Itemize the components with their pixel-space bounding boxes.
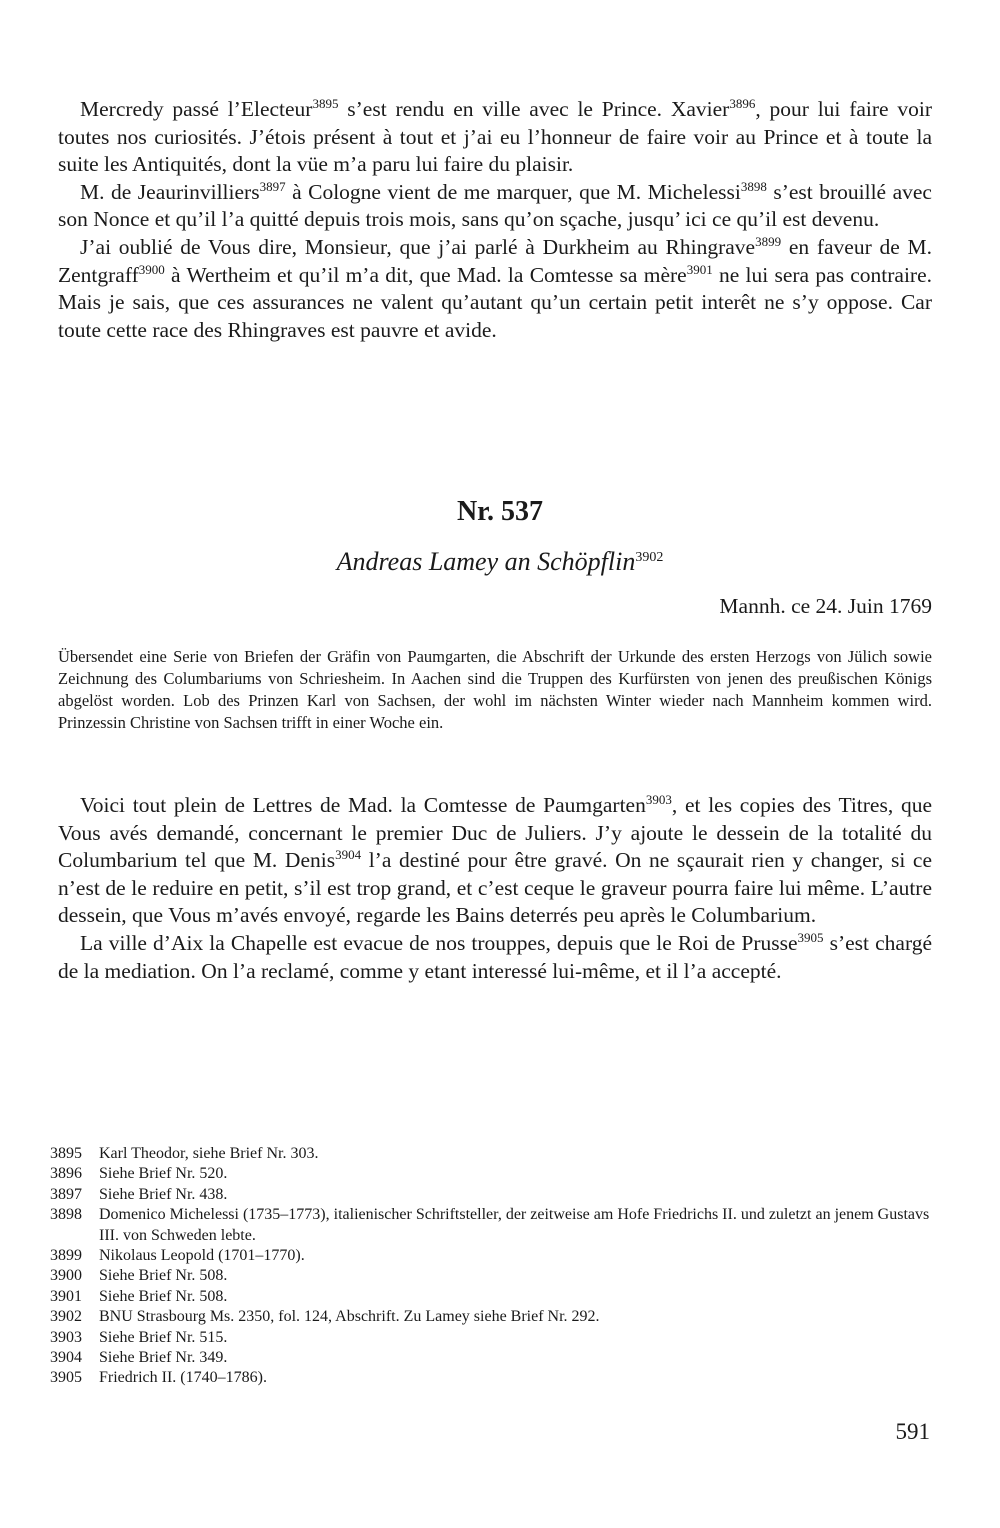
paragraph [58,96,932,179]
text-run: J’ai oublié de Vous dire, Monsieur, que j’ai parlé à Durkheim au Rhingrave [80,234,756,259]
text-run: à Cologne vient de me marquer, que M. Michelessi [285,179,741,204]
text-run: en faveur de M. Zentgraff [58,234,932,287]
footnote [50,1328,934,1348]
footnote [50,1287,934,1307]
text-run: , et les copies des Titres, que Vous avés demandé, concernant le premier Duc de Juliers. J’y ajoute le dessein de la totalité du Columbarium tel que M. Denis [58,793,932,873]
text-run: , pour lui faire voir toutes nos curiosités. J’étois présent à tout et j’ai eu l’honneur de faire voir au Prince et à toute la suite les Antiquités, dont la vüe m’a paru lui faire du plaisir. [58,97,932,177]
footnote-number: 3905 [50,1369,82,1387]
footnote-text: Siehe Brief Nr. 520. [99,1165,228,1183]
letter-date: Mannh. ce 24. Juin 1769 [719,594,932,618]
footnote-ref: 3895 [312,96,339,111]
footnote-text: Friedrich II. (1740–1786). [99,1369,267,1387]
footnotes [50,1144,934,1389]
text-run: ne lui sera pas contraire. Mais je sais, que ces assurances ne valent qu’autant qu’un certain petit interêt ne s’y oppose. Car toute cette race des Rhingraves est pauvre et avide. [58,262,933,342]
footnote-text: Siehe Brief Nr. 515. [99,1328,228,1346]
footnote-ref: 3904 [335,847,362,863]
text-run: M. de Jeaurinvilliers [80,179,260,204]
page-number: 591 [895,1419,930,1444]
footnote [50,1307,934,1327]
text-run: La ville d’Aix la Chapelle est evacue de nos trouppes, depuis que le Roi de Prusse [80,930,798,955]
footnote [50,1185,934,1205]
footnote-text: Domenico Michelessi (1735–1773), italienischer Schriftsteller, der zeitweise am Hofe Friedrichs II. und zuletzt an jenem Gustavs III. von Schweden lebte. [99,1206,930,1244]
footnote [50,1348,934,1368]
footnote-number: 3897 [50,1185,82,1203]
footnote [50,1144,934,1164]
footnote-number: 3899 [50,1247,82,1265]
footnote-ref: 3901 [686,261,713,277]
text-run: à Wertheim et qu’il m’a dit, que Mad. la Comtesse sa mère [164,262,687,287]
footnote-number: 3901 [50,1287,82,1305]
footnote-text: BNU Strasbourg Ms. 2350, fol. 124, Abschrift. Zu Lamey siehe Brief Nr. 292. [99,1308,600,1326]
letter-summary: Übersendet eine Serie von Briefen der Gräfin von Paumgarten, die Abschrift der Urkunde des ersten Herzogs von Jülich sowie Zeichnung des Columbariums von Schriesheim. In Aachen sind die Truppen des Kurfürsten von jenen des preußischen Königs abgelöst worden. Lob des Prinzen Karl von Sachsen, der wohl im nächsten Winter wieder nach Mannheim kommen wird. Prinzessin Christine von Sachsen trifft in einer Woche ein. [58,647,932,732]
text-run: Voici tout plein de Lettres de Mad. la Comtesse de Paumgarten [80,793,646,817]
footnote-number: 3898 [50,1206,82,1224]
footnote-text: Siehe Brief Nr. 508. [99,1267,228,1285]
footnote [50,1164,934,1184]
footnote-ref: 3899 [755,233,782,249]
footnote-number: 3904 [50,1349,82,1367]
footnote-ref: 3900 [138,261,165,277]
paragraph [58,792,932,930]
letter-number: Nr. 537 [456,496,544,527]
text-run: Mercredy passé l’Electeur [80,97,313,121]
text-run: s’est chargé de la mediation. On l’a reclamé, comme y etant interessé lui-même, et il l’a accepté. [58,930,933,983]
footnote-ref: 3902 [635,550,664,565]
footnote-text: Nikolaus Leopold (1701–1770). [99,1247,305,1265]
text-run: s’est rendu en ville avec le Prince. Xavier [338,97,730,121]
footnote-ref: 3897 [259,178,286,194]
footnote-text: Karl Theodor, siehe Brief Nr. 303. [99,1145,319,1162]
letter-heading [0,547,1000,577]
footnote-ref: 3903 [645,792,672,807]
footnote [50,1205,934,1246]
footnote-number: 3895 [50,1145,82,1162]
text-run: l’a destiné pour être gravé. On ne sçaurait rien y changer, si ce n’est de le reduire en petit, s’il est trop grand, et c’est ceque le graveur pourra faire lui même. L’autre dessein, que Vous m’avés envoyé, regarde les Bains deterrés peu après le Columbarium. [58,848,932,928]
letter-heading-text: Andreas Lamey an Schöpflin [336,547,636,576]
footnote [50,1266,934,1286]
footnote-number: 3902 [50,1308,82,1326]
footnote [50,1368,934,1388]
paragraph [58,179,932,234]
footnote-ref: 3898 [740,178,767,194]
footnote-number: 3900 [50,1267,82,1285]
footnote-ref: 3905 [797,929,824,945]
footnote-number: 3903 [50,1328,82,1346]
paragraph [58,930,932,985]
text-run: s’est brouillé avec son Nonce et qu’il l’a quitté depuis trois mois, sans qu’on sçache, jusqu’ ici ce qu’il est devenu. [58,179,932,232]
footnote-ref: 3896 [729,96,756,111]
letter-536-body-end [58,96,932,344]
footnote-text: Siehe Brief Nr. 349. [99,1349,228,1367]
footnote-text: Siehe Brief Nr. 438. [99,1185,228,1203]
footnote-text: Siehe Brief Nr. 508. [99,1287,228,1305]
footnote [50,1246,934,1266]
paragraph [58,234,932,344]
footnote-number: 3896 [50,1165,82,1183]
letter-537-body [58,792,932,985]
